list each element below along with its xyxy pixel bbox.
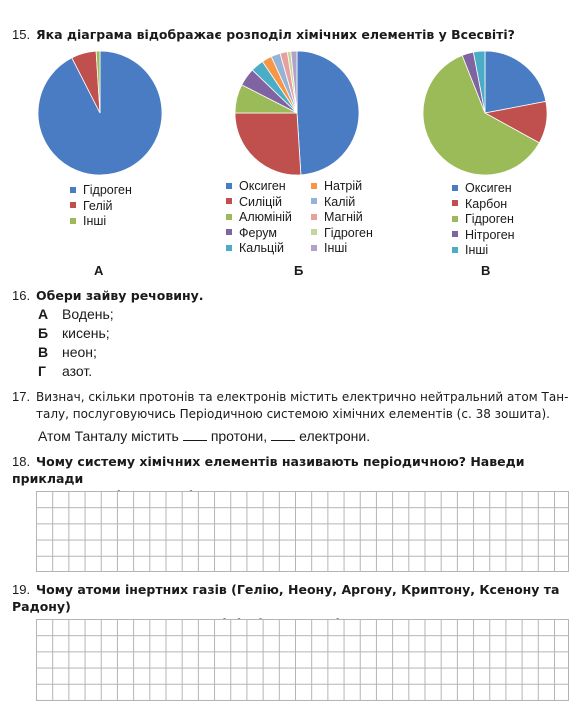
question-text: Яка діаграма відображає розподіл хімічних елементів у Всесвіті? xyxy=(36,27,515,42)
pie-chart-b xyxy=(232,48,362,178)
question-text-line1: Чому атоми інертних газів (Гелію, Неону, Аргону, Криптону, Ксенону та Радону) xyxy=(12,582,560,614)
legend-swatch xyxy=(226,245,232,251)
legend-b-left xyxy=(226,179,292,257)
chart-label-b: Б xyxy=(294,263,304,278)
answer-grid-18[interactable] xyxy=(36,491,569,572)
legend-item: Магній xyxy=(311,210,373,226)
pie-chart-c xyxy=(420,48,550,178)
legend-item: Нітроген xyxy=(452,228,515,244)
legend-item: Інші xyxy=(311,241,373,257)
pie-slice-0 xyxy=(297,51,359,175)
legend-swatch xyxy=(70,187,76,193)
answer-blank-electrons[interactable] xyxy=(271,439,295,441)
answer-blank-protons[interactable] xyxy=(183,439,207,441)
legend-swatch xyxy=(311,198,317,204)
legend-swatch xyxy=(311,214,317,220)
legend-swatch xyxy=(226,198,232,204)
legend-swatch xyxy=(452,200,458,206)
question-number: 17. xyxy=(12,389,31,404)
legend-item: Гідроген xyxy=(452,212,515,228)
pie-chart-a xyxy=(35,48,165,178)
legend-swatch xyxy=(452,231,458,237)
legend-item: Оксиген xyxy=(452,181,515,197)
option-d: Г азот. xyxy=(38,363,93,379)
legend-item: Гелій xyxy=(70,199,132,215)
legend-b-right xyxy=(311,179,373,257)
legend-a xyxy=(70,183,132,230)
legend-item: Інші xyxy=(452,243,515,259)
legend-swatch xyxy=(311,229,317,235)
legend-item: Гідроген xyxy=(311,226,373,242)
chart-label-c: В xyxy=(481,263,491,278)
legend-item: Силіцій xyxy=(226,195,292,211)
legend-swatch xyxy=(70,202,76,208)
question-number: 15. xyxy=(12,27,31,42)
legend-item: Карбон xyxy=(452,197,515,213)
legend-swatch xyxy=(452,247,458,253)
legend-swatch xyxy=(452,216,458,222)
legend-swatch xyxy=(226,229,232,235)
legend-item: Калій xyxy=(311,195,373,211)
answer-grid-19[interactable] xyxy=(36,619,569,701)
question-17 xyxy=(12,388,568,423)
legend-swatch xyxy=(226,183,232,189)
option-c: В неон; xyxy=(38,344,97,360)
legend-swatch xyxy=(226,214,232,220)
legend-item: Алюміній xyxy=(226,210,292,226)
legend-item: Оксиген xyxy=(226,179,292,195)
question-text-line1: Визнач, скільки протонів та електронів містить електрично нейтральний атом Тан- xyxy=(36,390,569,404)
question-text-line2: талу, послуговуючись Періодичною системою хімічних елементів (с. 38 зошита). xyxy=(36,407,550,421)
question-16 xyxy=(12,287,204,304)
question-number: 18. xyxy=(12,454,31,469)
legend-swatch xyxy=(311,183,317,189)
legend-item: Натрій xyxy=(311,179,373,195)
option-b: Б кисень; xyxy=(38,325,110,341)
question-number: 19. xyxy=(12,582,31,597)
question-number: 16. xyxy=(12,288,31,303)
chart-label-a: А xyxy=(94,263,104,278)
question-text: Обери зайву речовину. xyxy=(36,288,204,303)
legend-c xyxy=(452,181,515,259)
legend-item: Кальцій xyxy=(226,241,292,257)
question-15 xyxy=(12,26,515,43)
legend-swatch xyxy=(452,185,458,191)
legend-item: Гідроген xyxy=(70,183,132,199)
legend-item: Інші xyxy=(70,214,132,230)
question-text-line1: Чому систему хімічних елементів називають періодичною? Наведи приклади xyxy=(12,454,525,486)
legend-swatch xyxy=(311,245,317,251)
legend-swatch xyxy=(70,218,76,224)
pie-slice-1 xyxy=(235,113,301,175)
fill-in-sentence: Атом Танталу містить протони, електрони. xyxy=(38,428,371,444)
option-a: А Водень; xyxy=(38,306,114,322)
legend-item: Ферум xyxy=(226,226,292,242)
